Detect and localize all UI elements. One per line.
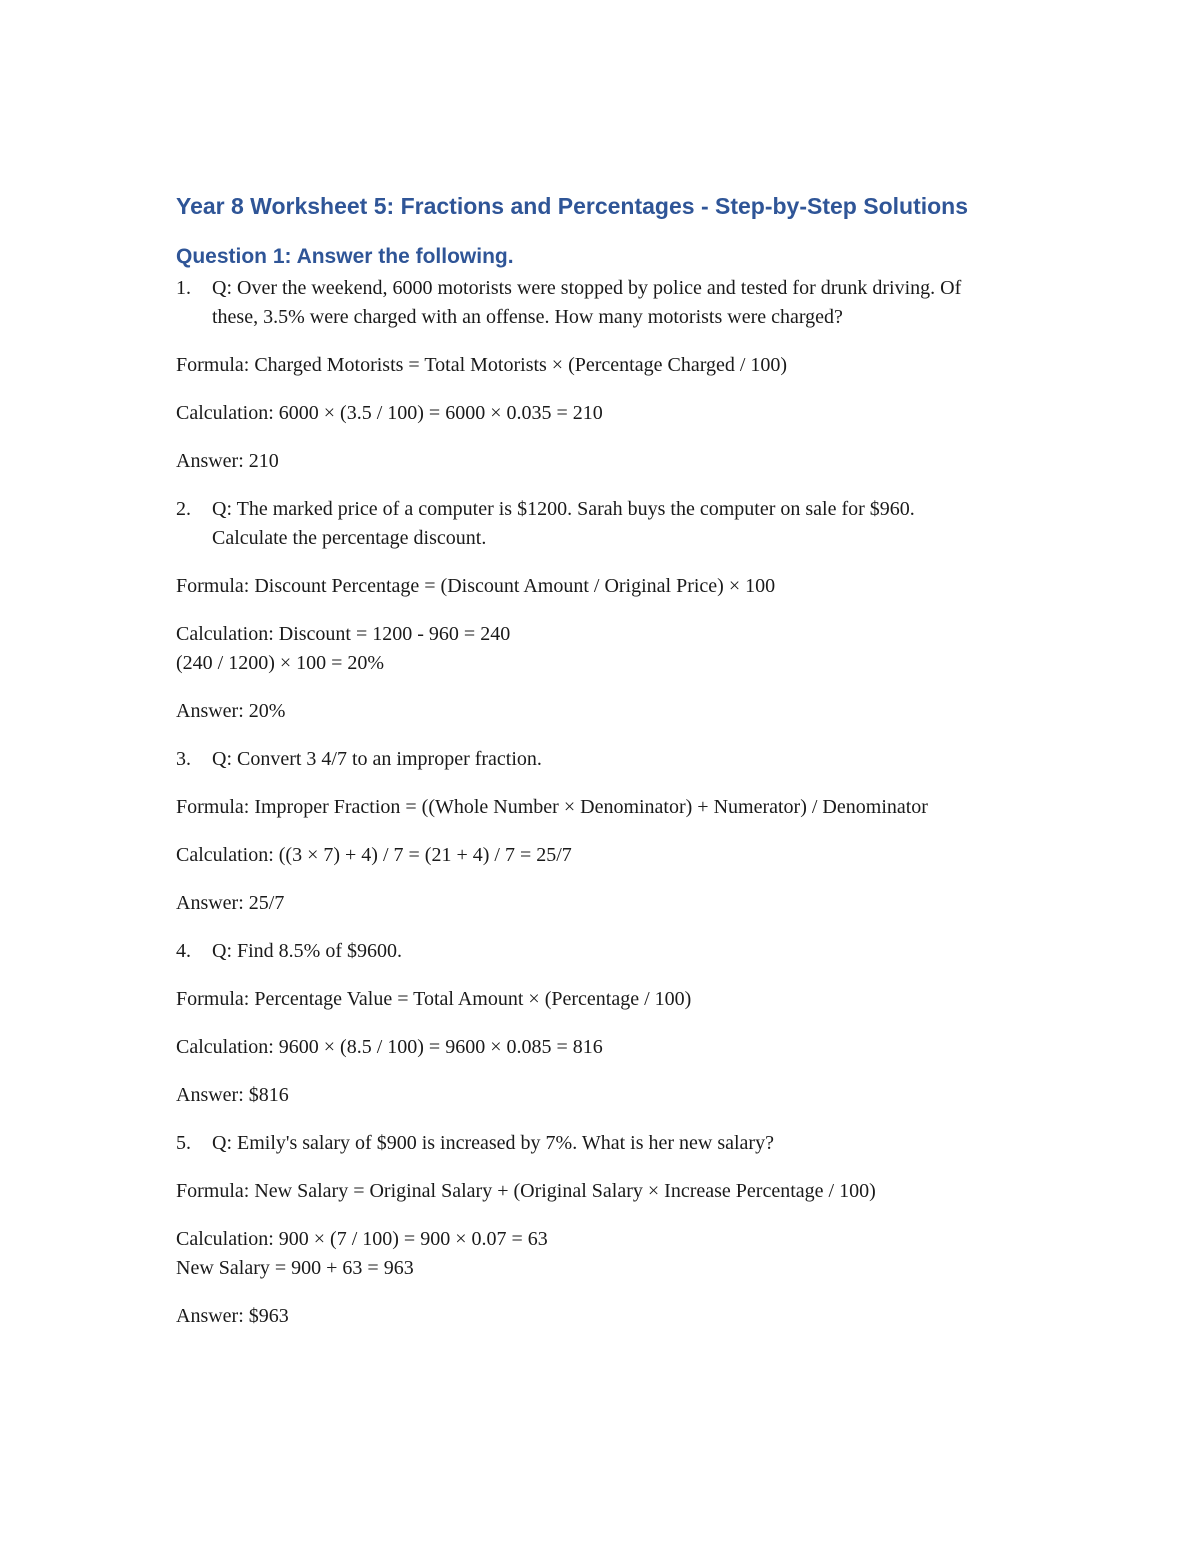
- question-3: [176, 745, 1026, 774]
- calculation-block: [176, 1225, 1026, 1283]
- question-number: 5.: [176, 1132, 191, 1154]
- question-number: 2.: [176, 498, 191, 520]
- calculation-line: Calculation: Discount = 1200 - 960 = 240: [176, 623, 511, 645]
- answer-line: Answer: 20%: [176, 700, 286, 722]
- question-number: 4.: [176, 940, 191, 962]
- calculation-line: Calculation: 900 × (7 / 100) = 900 × 0.07 = 63: [176, 1228, 548, 1250]
- question-number: 1.: [176, 277, 191, 299]
- calculation-line: Calculation: 9600 × (8.5 / 100) = 9600 × 0.085 = 816: [176, 1036, 603, 1058]
- formula-line: Formula: Discount Percentage = (Discount Amount / Original Price) × 100: [176, 575, 776, 597]
- answer-line: Answer: $816: [176, 1084, 289, 1106]
- calculation-block: [176, 620, 1026, 678]
- question-text: Q: Over the weekend, 6000 motorists were stopped by police and tested for drunk driving. Of these, 3.5% were charged with an offense. How many motorists were charged?: [212, 277, 962, 328]
- answer-line: Answer: 210: [176, 450, 279, 472]
- formula-line: Formula: Charged Motorists = Total Motorists × (Percentage Charged / 100): [176, 354, 788, 376]
- calculation-line: New Salary = 900 + 63 = 963: [176, 1257, 414, 1279]
- calculation-line: Calculation: 6000 × (3.5 / 100) = 6000 × 0.035 = 210: [176, 402, 603, 424]
- calculation-line: Calculation: ((3 × 7) + 4) / 7 = (21 + 4) / 7 = 25/7: [176, 844, 572, 866]
- formula-line: Formula: Percentage Value = Total Amount × (Percentage / 100): [176, 988, 692, 1010]
- calculation-block: [176, 399, 1026, 428]
- question-5: [176, 1129, 1026, 1158]
- answer-line: Answer: $963: [176, 1305, 289, 1327]
- question-2: [176, 495, 1026, 553]
- document-body: [176, 190, 1026, 1350]
- section-heading: Question 1: Answer the following.: [176, 245, 514, 268]
- question-text: Q: Emily's salary of $900 is increased by 7%. What is her new salary?: [212, 1132, 774, 1154]
- question-text: Q: The marked price of a computer is $1200. Sarah buys the computer on sale for $960. Calculate the percentage discount.: [212, 498, 915, 549]
- formula-line: Formula: New Salary = Original Salary + (Original Salary × Increase Percentage / 100): [176, 1180, 876, 1202]
- question-1: [176, 274, 1026, 332]
- calculation-block: [176, 1033, 1026, 1062]
- formula-line: Formula: Improper Fraction = ((Whole Number × Denominator) + Numerator) / Denominator: [176, 796, 928, 818]
- calculation-line: (240 / 1200) × 100 = 20%: [176, 652, 385, 674]
- answer-line: Answer: 25/7: [176, 892, 285, 914]
- question-text: Q: Convert 3 4/7 to an improper fraction.: [212, 748, 542, 770]
- calculation-block: [176, 841, 1026, 870]
- question-4: [176, 937, 1026, 966]
- question-text: Q: Find 8.5% of $9600.: [212, 940, 402, 962]
- question-number: 3.: [176, 748, 191, 770]
- document-title: Year 8 Worksheet 5: Fractions and Percentages - Step-by-Step Solutions: [176, 193, 969, 219]
